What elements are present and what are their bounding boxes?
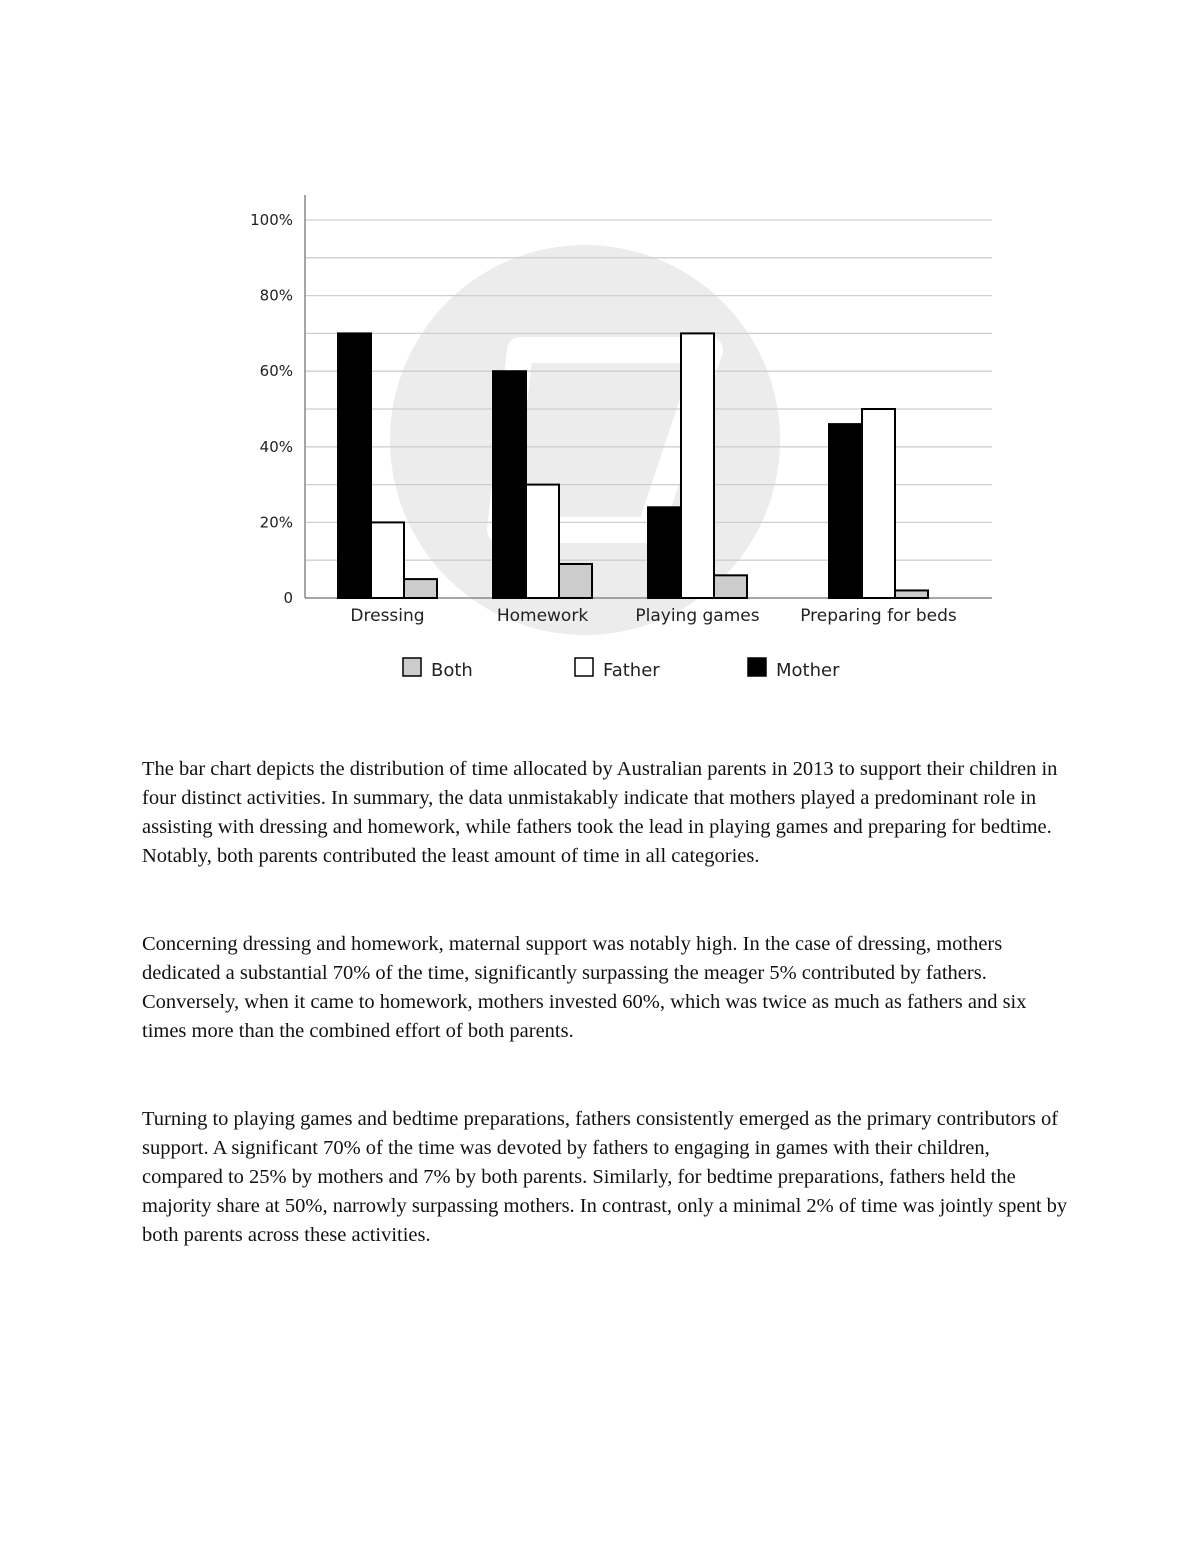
y-tick-label: 20% xyxy=(259,513,293,532)
bar-both-homework xyxy=(559,564,592,598)
body-text xyxy=(142,755,1072,1309)
bar-father-playing-games xyxy=(681,333,714,598)
category-labels xyxy=(350,606,957,626)
bar-father-preparing-for-beds xyxy=(862,409,895,598)
legend-label-father: Father xyxy=(603,660,660,681)
y-tick-labels xyxy=(250,211,293,607)
bar-mother-preparing-for-beds xyxy=(829,424,862,598)
y-tick-label: 0 xyxy=(283,589,293,607)
y-tick-label: 60% xyxy=(259,362,293,381)
x-category-label: Dressing xyxy=(350,606,425,626)
bar-chart xyxy=(0,0,1200,720)
bar-father-homework xyxy=(526,485,559,598)
bar-mother-homework xyxy=(493,371,526,598)
paragraph-dressing-homework: Concerning dressing and homework, maternal support was notably high. In the case of dressing, mothers dedicated a substantial 70% of the time, significantly surpassing the meager 5% contributed by fathers. Conversely, when it came to homework, mothers invested 60%, which was twice as much as fathers and six times more than the combined effort of both parents. xyxy=(142,933,1027,1042)
y-tick-label: 80% xyxy=(259,286,293,305)
x-category-label: Preparing for beds xyxy=(800,606,957,626)
bar-father-dressing xyxy=(371,522,404,598)
x-category-label: Homework xyxy=(496,606,589,626)
bar-mother-dressing xyxy=(338,333,371,598)
y-tick-label: 100% xyxy=(250,211,293,229)
paragraph-overview: The bar chart depicts the distribution of time allocated by Australian parents in 2013 to support their children in four distinct activities. In summary, the data unmistakably indicate that mothers played a predominant role in assisting with dressing and homework, while fathers took the lead in playing games and preparing for bedtime. Notably, both parents contributed the least amount of time in all categories. xyxy=(142,758,1058,867)
legend-swatch-father xyxy=(575,658,593,676)
bar-both-preparing-for-beds xyxy=(895,590,928,598)
bar-both-playing-games xyxy=(714,575,747,598)
legend-label-both: Both xyxy=(431,660,473,681)
y-tick-label: 40% xyxy=(259,437,293,456)
bar-mother-playing-games xyxy=(648,507,681,598)
legend-label-mother: Mother xyxy=(776,660,840,681)
legend-swatch-mother xyxy=(748,658,766,676)
legend xyxy=(403,658,840,681)
bar-both-dressing xyxy=(404,579,437,598)
paragraph-games-bedtime: Turning to playing games and bedtime preparations, fathers consistently emerged as the primary contributors of support. A significant 70% of the time was devoted by fathers to engaging in games with their children, compared to 25% by mothers and 7% by both parents. Similarly, for bedtime preparations, fathers held the majority share at 50%, narrowly surpassing mothers. In contrast, only a minimal 2% of time was jointly spent by both parents across these activities. xyxy=(142,1108,1068,1246)
legend-swatch-both xyxy=(403,658,421,676)
x-category-label: Playing games xyxy=(635,606,760,626)
